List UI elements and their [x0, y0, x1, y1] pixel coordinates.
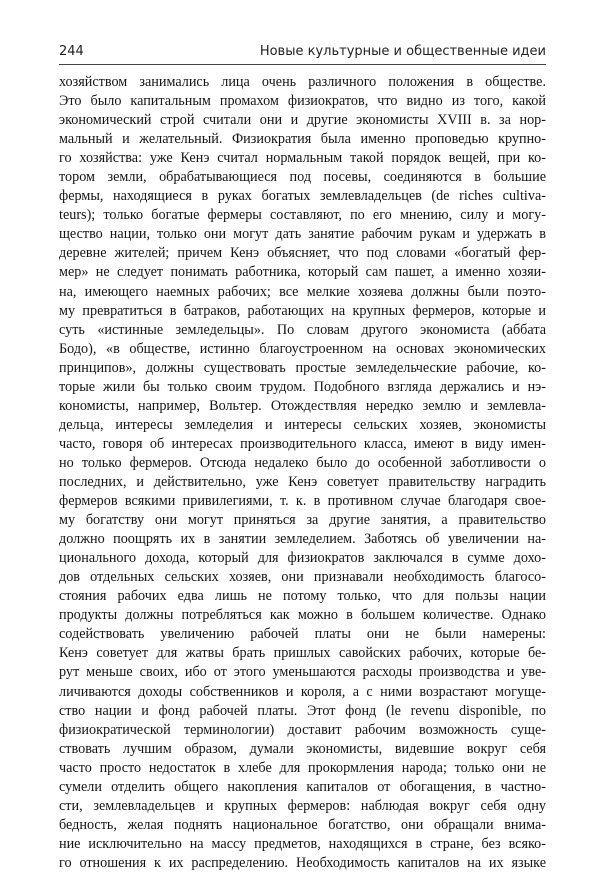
page-number: 244 — [59, 44, 84, 59]
text-line: сти, землевладельцев и крупных фермеров: наблюдая вокруг себя одну — [59, 797, 546, 814]
text-line: го отношения к их распределению. Необходимость капиталов на их языке — [59, 854, 546, 871]
text-line: содействовать увеличению рабочей платы они не были намерены: — [59, 626, 546, 643]
text-line: экономический строй считали они и другие экономисты XVIII в. за нор- — [59, 112, 546, 129]
text-line: сумели отделить общего накопления капиталов от обогащения, в частно- — [59, 778, 546, 795]
text-line: Бодо), «в обществе, истинно благоустроенном на основах экономических — [59, 340, 546, 357]
header-rule — [59, 64, 546, 65]
text-line: часто, говоря об интересах производительного класса, имеют в виду имен- — [59, 435, 546, 452]
text-line: му богатству они могут приняться за другие занятия, а правительство — [59, 512, 546, 529]
text-line: щество нации, только они могут дать занятие рабочим рукам и удержать в — [59, 226, 546, 243]
text-line: тором земли, обрабатывающиеся под посевы, соединяются в большие — [59, 169, 546, 186]
text-line: на, имеющего наемных рабочих; все мелкие хозяева должны были поэто- — [59, 283, 546, 300]
text-line: личиваются доходы собственников и короля, а с ними возрастают могуще- — [59, 683, 546, 700]
text-line: суть «истинные земледельцы». По словам другого экономиста (аббата — [59, 321, 546, 338]
text-line: кономисты, например, Вольтер. Отождествляя нередко землю и землевла- — [59, 397, 546, 414]
text-line: Это было капитальным промахом физиократов, что видно из того, какой — [59, 93, 546, 110]
text-line: фермы, находящиеся в руках богатых землевладельцев (de riches cultiva- — [59, 188, 546, 205]
text-line: ционального дохода, который для физиократов заключался в сумме дохо- — [59, 550, 546, 567]
text-line: му превратиться в батраков, работающих на крупных фермеров, которые и — [59, 302, 546, 319]
text-line: мальный и желательный. Физиократия была именно проповедью крупно- — [59, 131, 546, 148]
text-line: деревне жителей; причем Кенэ объясняет, что под словами «богатый фер- — [59, 245, 546, 262]
text-line: фермеров всякими привилегиями, т. к. в противном случае благодаря свое- — [59, 493, 546, 510]
text-line: ствовать лучшим образом, думали экономисты, видевшие вокруг себя — [59, 740, 546, 757]
body-text — [59, 73, 546, 873]
text-line: Кенэ советует для жатвы брать пришлых савойских рабочих, которые бе- — [59, 645, 546, 662]
text-line: бедность, желая поднять национальное богатство, они обращали внима- — [59, 816, 546, 833]
text-line: стояния рабочих едва лишь не потому только, что для пользы нации — [59, 588, 546, 605]
text-line: го хозяйства: уже Кенэ считал нормальным такой порядок вещей, при ко- — [59, 150, 546, 167]
text-line: рут меньше своих, ибо от этого уменьшаются расходы производства и уве- — [59, 664, 546, 681]
text-line: последних, и действительно, уже Кенэ советует правительству наградить — [59, 473, 546, 490]
text-line: дов отдельных сельских хозяев, они признавали необходимость благосо- — [59, 569, 546, 586]
text-line: хозяйством занимались лица очень различного положения в обществе. — [59, 74, 546, 90]
text-line: ние исключительно на массу предметов, находящихся в стране, без всяко- — [59, 835, 546, 852]
text-line: мер» не следует понимать работника, который сам пашет, а именно хозяи- — [59, 264, 546, 281]
text-line: принципов», должны существовать простые земледельческие рабочие, ко- — [59, 359, 546, 376]
text-line: но только фермеров. Отсюда недалеко было до особенной заботливости о — [59, 454, 546, 471]
page-header — [59, 38, 546, 64]
text-line: часто просто недостаток в хлебе для прокормления народа; только они не — [59, 759, 546, 776]
text-line: продукты должны потребляться как можно в большем количестве. Однако — [59, 607, 546, 624]
text-line: должно поощрять их в занятии земледелием. Заботясь об увеличении на- — [59, 531, 546, 548]
text-line: дельца, интересы земледелия и интересы сельских хозяев, экономисты — [59, 416, 546, 433]
running-head: Новые культурные и общественные идеи — [259, 44, 546, 59]
text-line: физиократической терминологии) доставит рабочим возможность суще- — [59, 721, 546, 738]
text-line: teurs); только богатые фермеры составляют, по его мнению, силу и могу- — [59, 207, 546, 224]
text-line: ство нации и фонд рабочей платы. Этот фонд (le revenu disponible, по — [59, 702, 546, 719]
text-line: торые жили бы только своим трудом. Подобного взгляда держались и нэ- — [59, 378, 546, 395]
